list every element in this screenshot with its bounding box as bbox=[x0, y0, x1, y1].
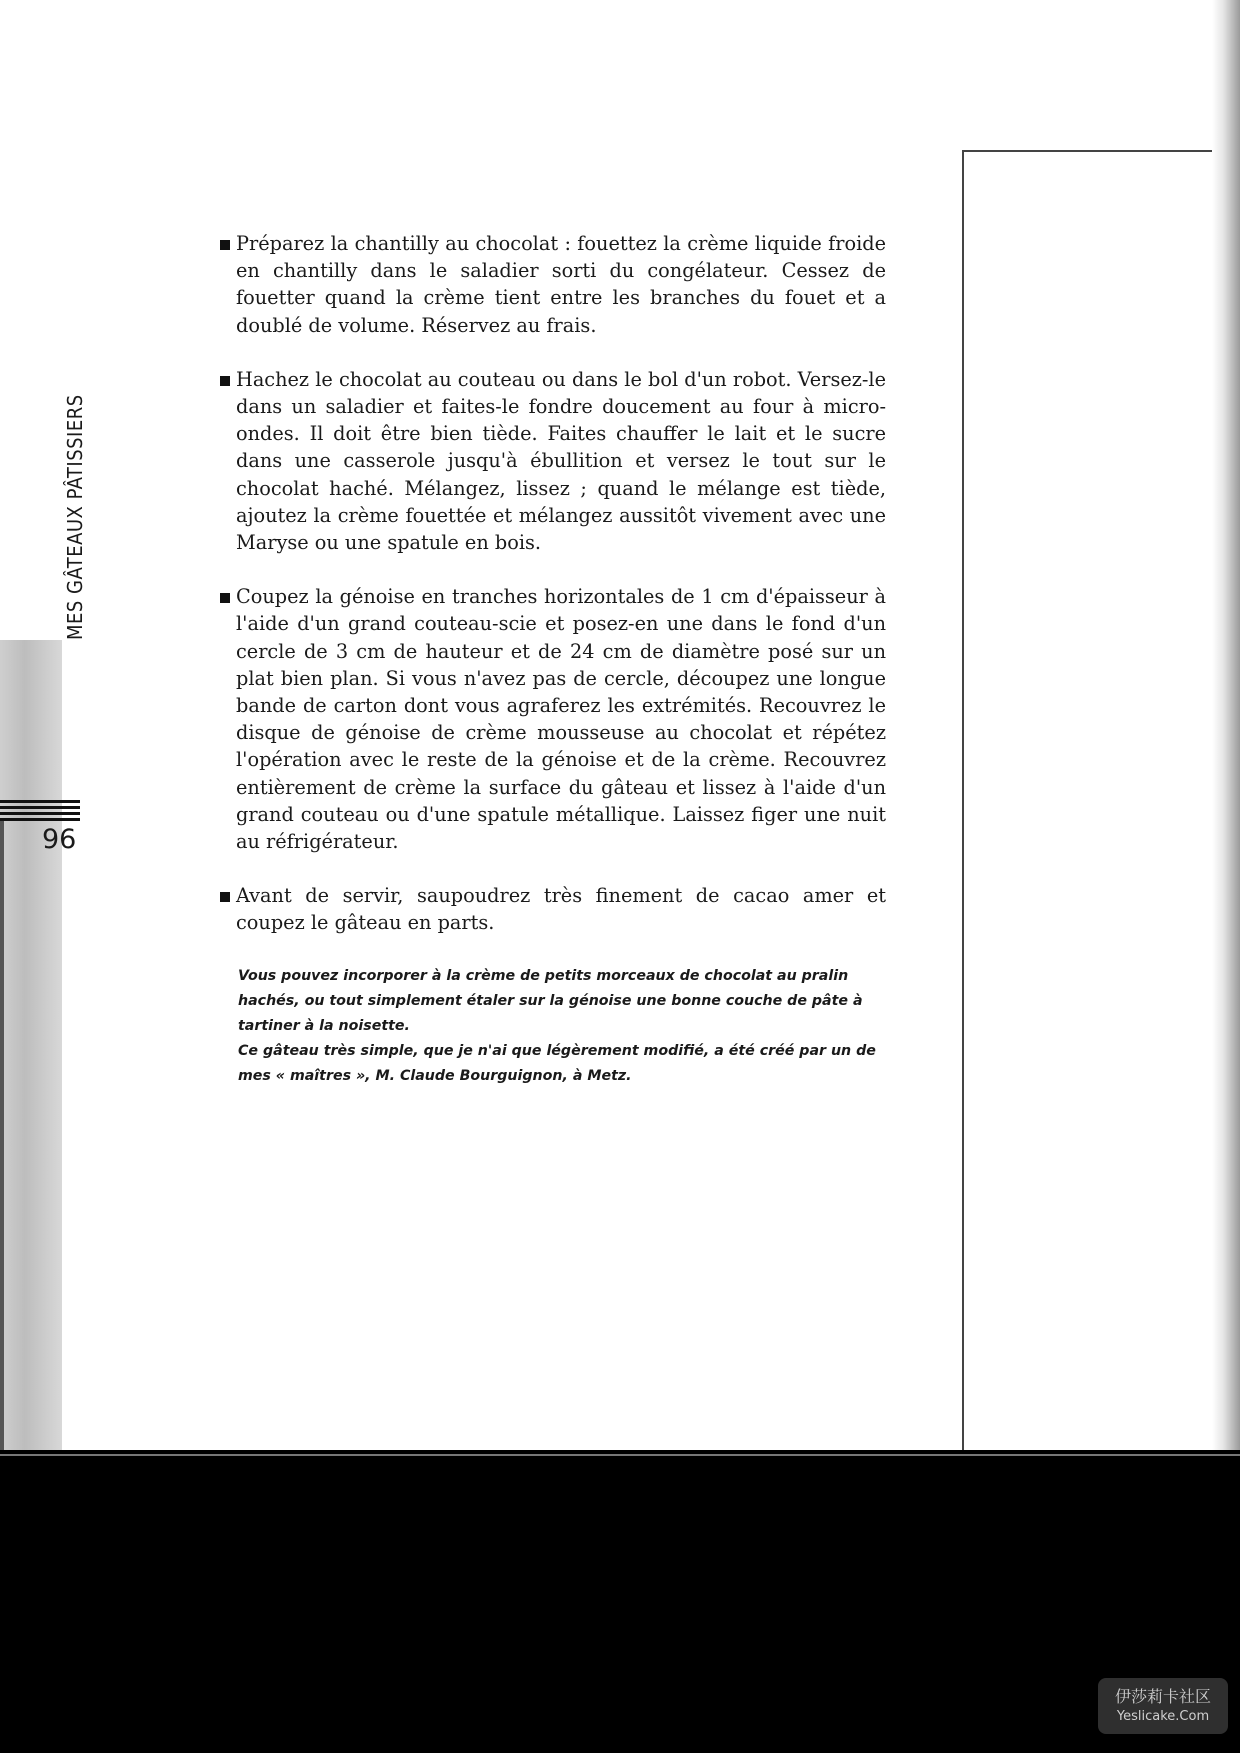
page-bottom-edge bbox=[0, 1454, 1240, 1456]
section-title: MES GÂTEAUX PÂTISSIERS bbox=[63, 394, 87, 640]
step-text: Coupez la génoise en tranches horizontales de 1 cm d'épaisseur à l'aide d'un grand couteau-scie et posez-en une dans le fond d'un cercle de 3 cm de hauteur et de 24 cm de diamètre posé sur un plat bien plan. Si vous n'avez pas de cercle, découpez une longue bande de carton dont vous agraferez les extrémités. Recouvrez le disque de génoise de crème mousseuse au chocolat et répétez l'opération avec le reste de la génoise et de la crème. Recouvrez entièrement de crème la surface du gâteau et lissez à l'aide d'un grand couteau ou d'une spatule métallique. Laissez figer une nuit au réfrigérateur. bbox=[236, 585, 886, 854]
step-text: Préparez la chantilly au chocolat : fouettez la crème liquide froide en chantilly dans le saladier sorti du congélateur. Cessez de fouetter quand la crème tient entre les branches du fouet et a doublé de volume. Réservez au frais. bbox=[236, 232, 886, 337]
square-bullet-icon bbox=[220, 376, 230, 386]
stripe-decoration bbox=[0, 812, 80, 815]
scan-bottom-area bbox=[0, 1450, 1240, 1753]
next-page-frame-left bbox=[962, 150, 964, 1450]
recipe-step bbox=[216, 230, 886, 339]
page-number: 96 bbox=[42, 824, 77, 855]
note-text: Ce gâteau très simple, que je n'ai que légèrement modifié, a été créé par un de mes « maîtres », M. Claude Bourguignon, à Metz. bbox=[238, 1042, 876, 1084]
next-page-frame-top bbox=[962, 150, 1230, 152]
recipe-steps bbox=[216, 230, 886, 1089]
watermark-title: 伊莎莉卡社区 bbox=[1114, 1687, 1211, 1706]
stripe-decoration bbox=[0, 800, 80, 803]
step-text: Hachez le chocolat au couteau ou dans le bol d'un robot. Versez-le dans un saladier et faites-le fondre doucement au four à micro-ondes. Il doit être bien tiède. Faites chauffer le lait et le sucre dans une casserole jusqu'à ébullition et versez le tout sur le chocolat haché. Mélangez, lissez ; quand le mélange est tiède, ajoutez la crème fouettée et mélangez aussitôt vivement avec une Maryse ou une spatule en bois. bbox=[236, 367, 886, 555]
recipe-step bbox=[216, 882, 886, 936]
site-watermark bbox=[1098, 1678, 1228, 1734]
recipe-notes bbox=[216, 964, 886, 1089]
note-text: Vous pouvez incorporer à la crème de petits morceaux de chocolat au pralin hachés, ou tout simplement étaler sur la génoise une bonne couche de pâte à tartiner à la noisette. bbox=[238, 967, 863, 1034]
recipe-step bbox=[216, 583, 886, 855]
square-bullet-icon bbox=[220, 892, 230, 902]
recipe-step bbox=[216, 366, 886, 556]
square-bullet-icon bbox=[220, 593, 230, 603]
stripe-decoration bbox=[0, 806, 80, 809]
binding-shadow bbox=[1212, 0, 1240, 1453]
step-text: Avant de servir, saupoudrez très finement de cacao amer et coupez le gâteau en parts. bbox=[236, 884, 886, 935]
watermark-url: Yeslicake.Com bbox=[1116, 1709, 1210, 1724]
stripe-decoration bbox=[0, 818, 80, 821]
margin-gray-strip bbox=[0, 640, 62, 1450]
margin-edge-shadow bbox=[0, 820, 4, 1450]
square-bullet-icon bbox=[220, 240, 230, 250]
